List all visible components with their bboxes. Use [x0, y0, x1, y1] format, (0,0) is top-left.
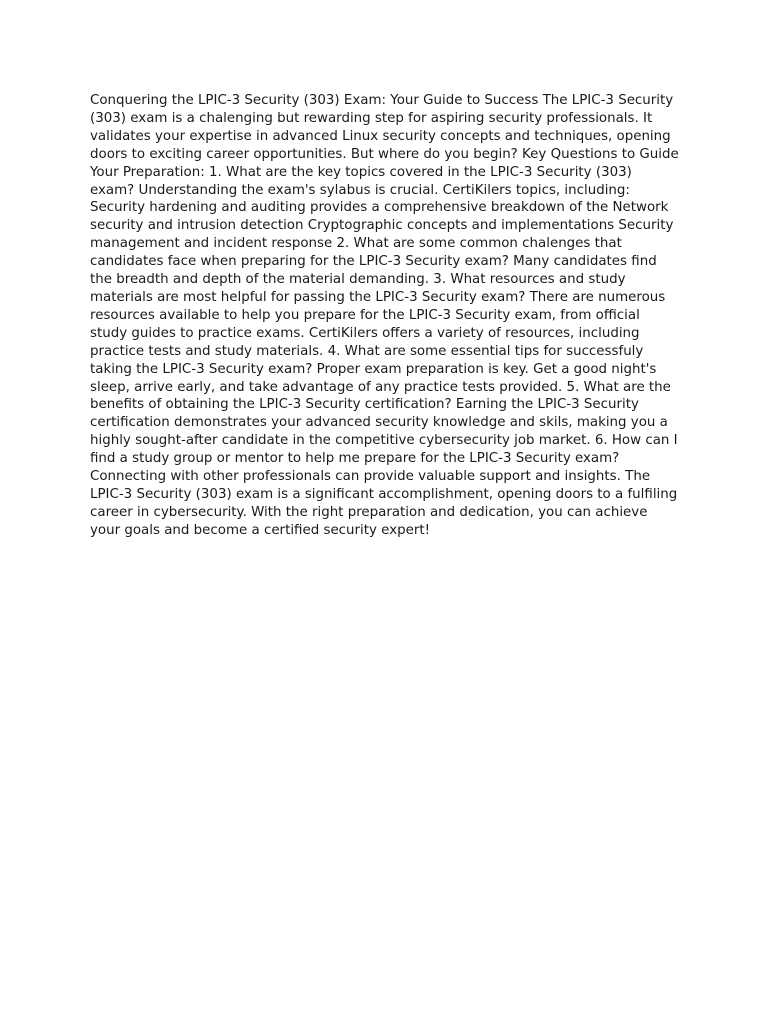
document-body-text: Conquering the LPIC-3 Security (303) Exam: Your Guide to Success The LPIC-3 Security (303) exam is a chalenging but rewarding step for aspiring security professionals. It validates your expertise in advanced Linux security concepts and techniques, opening doors to exciting career opportunities. But where do you begin? Key Questions to Guide Your Preparation: 1. What are the key topics covered in the LPIC-3 Security (303) exam? Understanding the exam's sylabus is crucial. CertiKilers topics, including: Security hardening and auditing provides a comprehensive breakdown of the Network security and intrusion detection Cryptographic concepts and implementations Security management and incident response 2. What are some common chalenges that candidates face when preparing for the LPIC-3 Security exam? Many candidates find the breadth and depth of the material demanding. 3. What resources and study materials are most helpful for passing the LPIC-3 Security exam? There are numerous resources available to help you prepare for the LPIC-3 Security exam, from official study guides to practice exams. CertiKilers offers a variety of resources, including practice tests and study materials. 4. What are some essential tips for successfuly taking the LPIC-3 Security exam? Proper exam preparation is key. Get a good night's sleep, arrive early, and take advantage of any practice tests provided. 5. What are the benefits of obtaining the LPIC-3 Security certification? Earning the LPIC-3 Security certification demonstrates your advanced security knowledge and skils, making you a highly sought-after candidate in the competitive cybersecurity job market. 6. How can I find a study group or mentor to help me prepare for the LPIC-3 Security exam? Connecting with other professionals can provide valuable support and insights. The LPIC-3 Security (303) exam is a significant accomplishment, opening doors to a fulfiling career in cybersecurity. With the right preparation and dedication, you can achieve your goals and become a certified security expert! [90, 93, 679, 538]
